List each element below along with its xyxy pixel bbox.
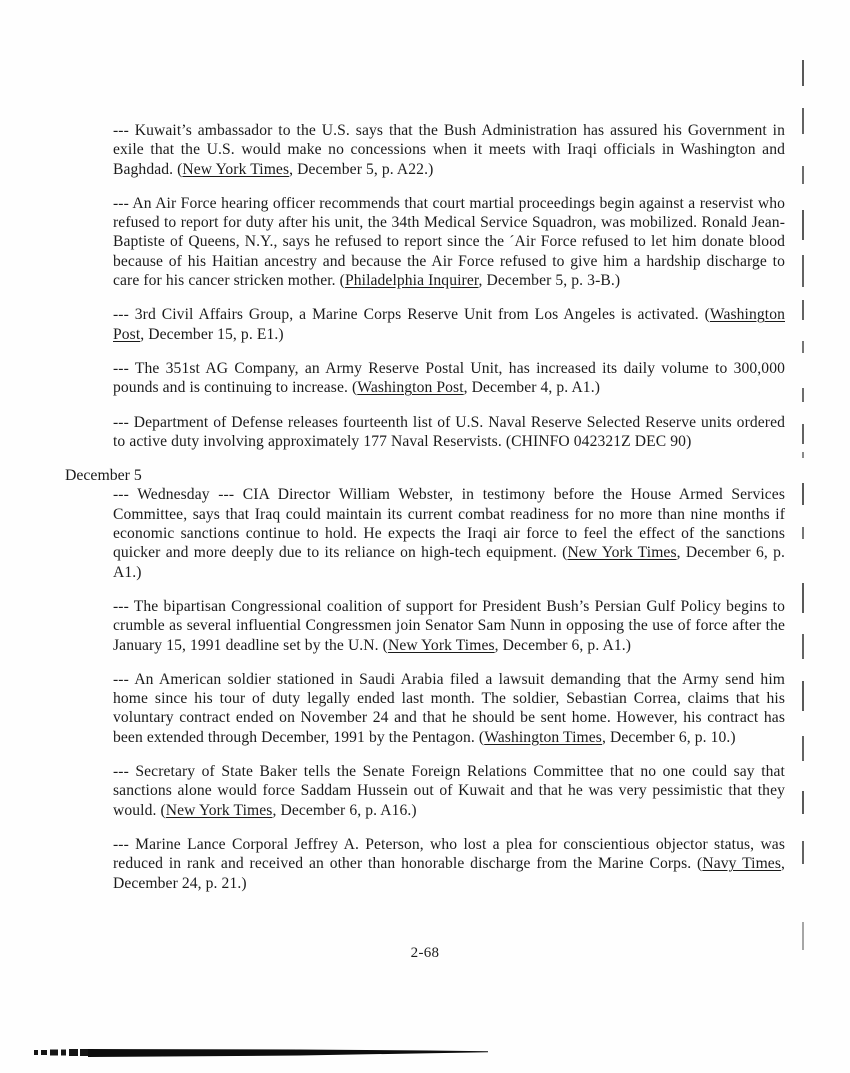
paragraph bbox=[113, 835, 785, 893]
scan-artifact-dash bbox=[802, 210, 804, 240]
citation-source: Washington Post bbox=[357, 379, 464, 397]
scan-artifact-dash bbox=[802, 841, 804, 864]
scan-artifact-dash bbox=[802, 388, 804, 402]
paragraph-text: --- 3rd Civil Affairs Group, a Marine Corps Reserve Unit from Los Angeles is activated. ( bbox=[113, 306, 710, 324]
paragraph-text: --- Secretary of State Baker tells the Senate Foreign Relations Committee that no one could say that sanctions alone would force Saddam Hussein out of Kuwait and that he was very pessimistic that they would. ( bbox=[113, 763, 785, 819]
paragraph-text: --- An American soldier stationed in Saudi Arabia filed a lawsuit demanding that the Army send him home since his tour of duty legally ended last month. The soldier, Sebastian Correa, claims that his voluntary contract ended on November 24 and that he should be sent home. However, his contract has been extended through December, 1991 by the Pentagon. ( bbox=[113, 670, 785, 746]
scan-artifact-dash bbox=[802, 300, 804, 320]
paragraph-text: --- The 351st AG Company, an Army Reserve Postal Unit, has increased its daily volume to 300,000 pounds and is continuing to increase. ( bbox=[113, 359, 785, 397]
scan-artifact-bottom-band bbox=[30, 1046, 500, 1060]
scan-artifact-dash bbox=[802, 681, 804, 711]
scan-artifact-dash bbox=[802, 60, 804, 86]
paragraph-text: , December 5, p. A22.) bbox=[289, 160, 434, 178]
paragraph-text: --- The bipartisan Congressional coalition of support for President Bush’s Persian Gulf Policy begins to crumble as several influential Congressmen join Senator Sam Nunn in opposing the use of force after the January 15, 1991 deadline set by the U.N. ( bbox=[113, 597, 785, 654]
citation-source: New York Times bbox=[165, 801, 273, 819]
paragraph bbox=[113, 359, 785, 398]
citation-source: Washington Post bbox=[113, 306, 785, 343]
scan-artifact-dash bbox=[802, 255, 804, 287]
scan-artifact-dash bbox=[802, 527, 804, 539]
scan-artifact-dash bbox=[802, 483, 804, 505]
paragraph-text: --- Wednesday --- CIA Director William Webster, in testimony before the House Armed Services Committee, says that Iraq could maintain its current combat readiness for no more than nine months if economic sanctions continue to hold. He expects the Iraqi air force to feel the effect of the sanctions quicker and more deeply due to its reliance on high-tech equipment. ( bbox=[113, 486, 785, 562]
citation-source: New York Times bbox=[387, 636, 495, 654]
scan-artifact-dash bbox=[802, 634, 804, 659]
paragraph-text: --- Department of Defense releases fourteenth list of U.S. Naval Reserve Selected Reserve units ordered to active duty involving approximately 177 Naval Reservists. (CHINFO 042321Z DEC 90) bbox=[113, 413, 785, 450]
paragraph-text: , December 5, p. 3-B.) bbox=[478, 272, 621, 290]
scan-artifact-dash bbox=[802, 108, 804, 134]
scan-artifact-dash bbox=[802, 452, 804, 458]
citation-source: New York Times bbox=[567, 544, 677, 562]
citation-source: Philadelphia Inquirer bbox=[344, 272, 479, 290]
section-heading: December 5 bbox=[65, 467, 142, 485]
paragraph-text: --- Kuwait’s ambassador to the U.S. says that the Bush Administration has assured his Government in exile that the U.S. would make no concessions when it meets with Iraqi officials in Washington and Baghdad. ( bbox=[113, 122, 785, 178]
paragraph-text: , December 6, p. A16.) bbox=[272, 801, 417, 819]
paragraph bbox=[113, 597, 785, 655]
page-number: 2-68 bbox=[410, 945, 440, 961]
paragraph-text: --- Marine Lance Corporal Jeffrey A. Peterson, who lost a plea for conscientious objector status, was reduced in rank and received an other than honorable discharge from the Marine Corps. ( bbox=[113, 835, 785, 873]
scan-artifact-dash bbox=[802, 166, 804, 184]
scan-artifact-dash bbox=[802, 791, 804, 814]
paragraph bbox=[113, 194, 785, 290]
scan-artifact-dash bbox=[802, 424, 804, 444]
document-body bbox=[65, 121, 785, 908]
paragraph-text: --- An Air Force hearing officer recommends that court martial proceedings begin against a reservist who refused to report for duty after his unit, the 34th Medical Service Squadron, was mobilized. Ronald Jean-Baptiste of Queens, N.Y., says he refused to report since the ´Air Force refused to let him donate blood because of his Haitian ancestry and because the Air Force refused to give him a hardship discharge to care for his cancer stricken mother. ( bbox=[113, 194, 785, 290]
paragraph-text: , December 4, p. A1.) bbox=[463, 379, 600, 397]
scan-artifact-dash bbox=[802, 736, 804, 761]
paragraph-text: , December 6, p. 10.) bbox=[601, 728, 736, 746]
scan-artifact-dash bbox=[802, 583, 804, 613]
citation-source: Washington Times bbox=[484, 728, 602, 746]
paragraph bbox=[113, 305, 785, 344]
citation-source: New York Times bbox=[182, 160, 290, 178]
scan-artifact-dash bbox=[802, 341, 804, 353]
paragraph bbox=[113, 121, 785, 179]
paragraph-text: , December 6, p. A1.) bbox=[113, 544, 785, 581]
paragraph-text: , December 24, p. 21.) bbox=[113, 855, 785, 892]
paragraph-text: , December 15, p. E1.) bbox=[140, 325, 284, 343]
paragraph bbox=[113, 762, 785, 820]
paragraph bbox=[113, 413, 785, 452]
scan-artifact-dash bbox=[802, 922, 804, 950]
paragraph-text: , December 6, p. A1.) bbox=[494, 636, 632, 654]
paragraph bbox=[113, 670, 785, 747]
citation-source: Navy Times bbox=[702, 855, 781, 873]
paragraph bbox=[113, 485, 785, 581]
